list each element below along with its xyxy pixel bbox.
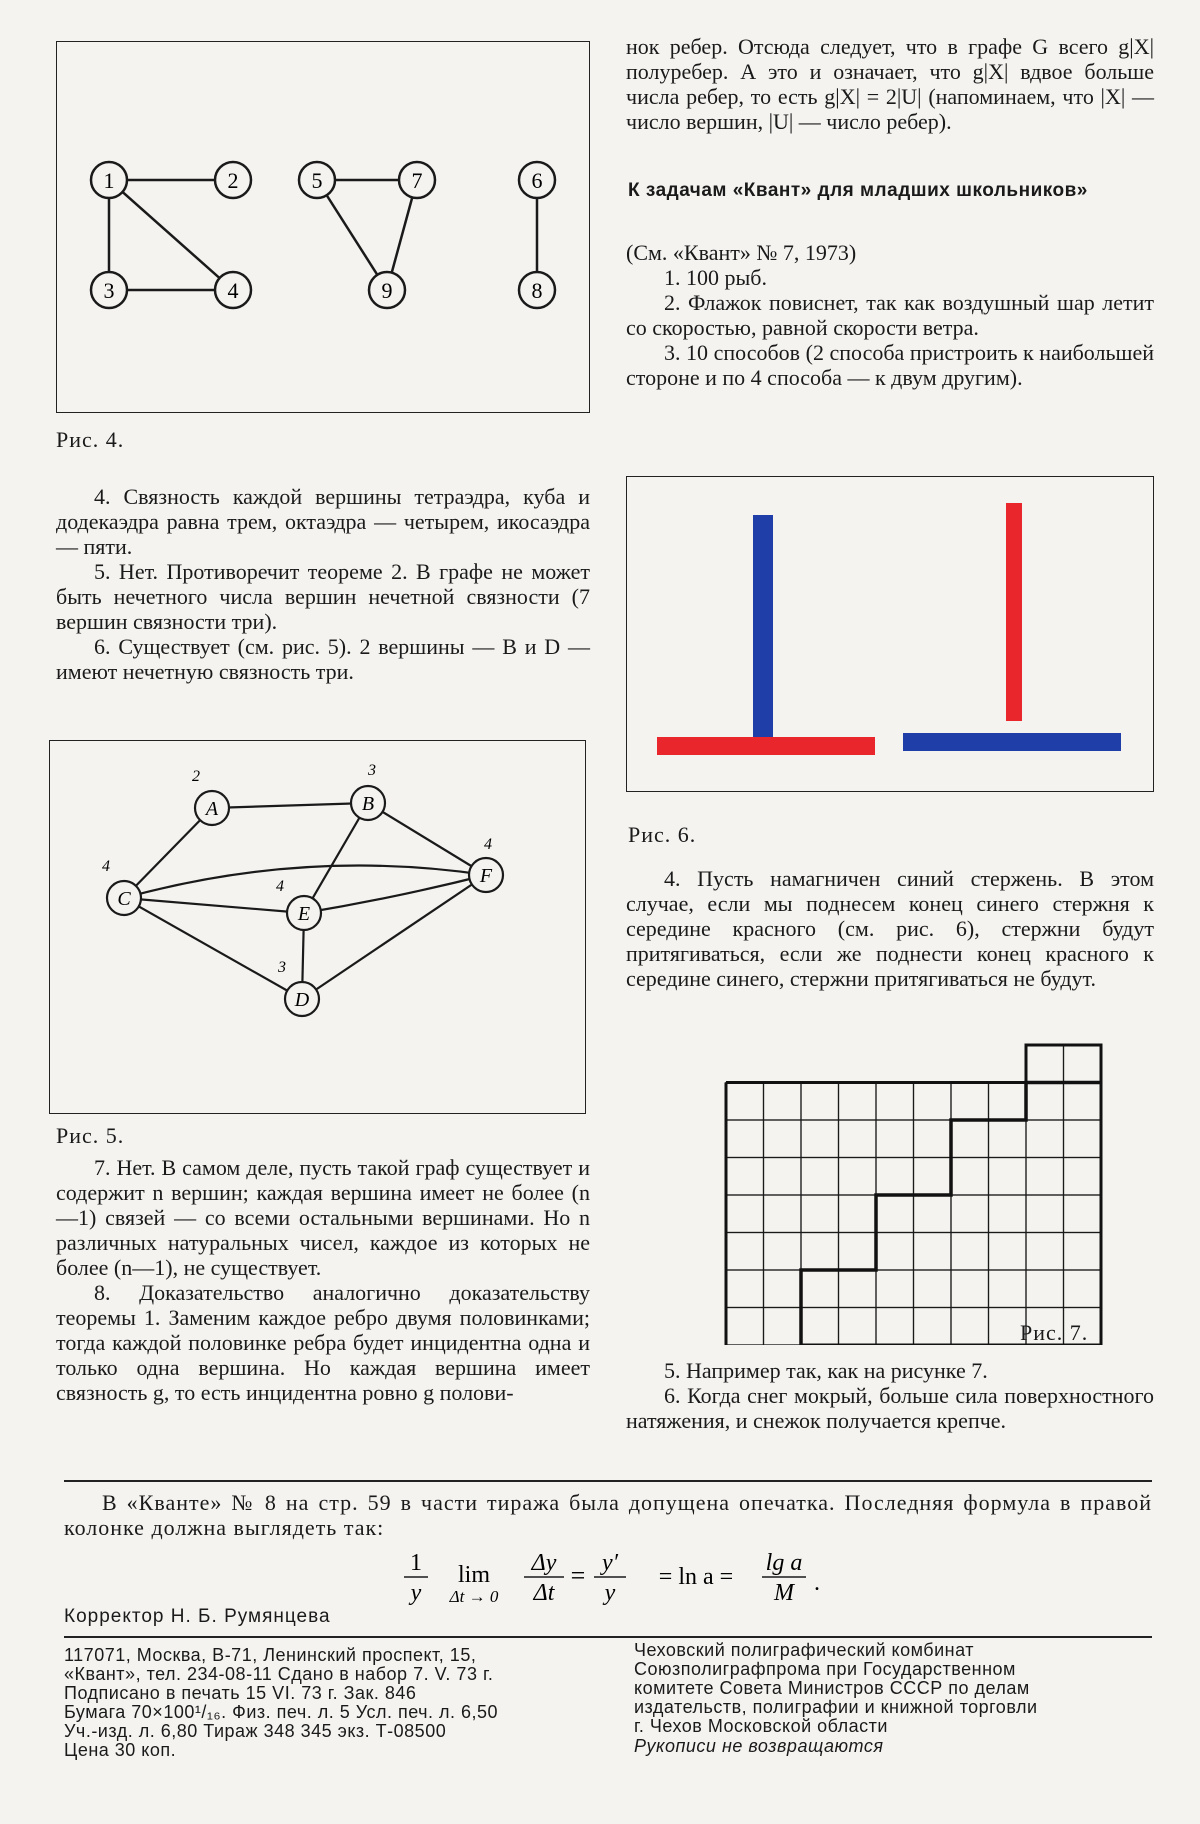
fig7-cell bbox=[951, 1308, 989, 1346]
figure-5 bbox=[49, 740, 586, 1114]
formula-frac4-num: lg a bbox=[765, 1550, 803, 1576]
reference-line: (См. «Квант» № 7, 1973) bbox=[626, 240, 857, 265]
fig7-cell bbox=[764, 1233, 802, 1271]
red-rod-horizontal bbox=[657, 737, 875, 755]
junior-answer-5: 5. Например так, как на рисунке 7. bbox=[664, 1358, 988, 1383]
fig7-cell bbox=[764, 1270, 802, 1308]
formula-frac3-num: y′ bbox=[602, 1550, 618, 1576]
figure-6-caption: Рис. 6. bbox=[628, 822, 697, 847]
fig7-cell bbox=[764, 1120, 802, 1158]
fig7-cell bbox=[726, 1308, 764, 1346]
blue-rod-vertical bbox=[753, 515, 773, 739]
fig5-edge-C-E bbox=[124, 898, 304, 913]
figure-7 bbox=[724, 1043, 1104, 1345]
fig7-cell bbox=[876, 1233, 914, 1271]
section-heading: К задачам «Квант» для младших школьников» bbox=[628, 180, 1088, 201]
right-column-answer-4 bbox=[626, 866, 1154, 991]
fig7-cell bbox=[801, 1195, 839, 1233]
fig7-cell bbox=[951, 1158, 989, 1196]
fig5-degree-D: 3 bbox=[278, 959, 286, 976]
fig5-degree-F: 4 bbox=[484, 836, 492, 853]
fig7-cell bbox=[876, 1120, 914, 1158]
figure-5-caption: Рис. 5. bbox=[56, 1123, 125, 1148]
fig7-cell bbox=[914, 1195, 952, 1233]
fig7-cell bbox=[914, 1270, 952, 1308]
right-column-answers-5-6 bbox=[626, 1358, 1154, 1433]
fig7-cell bbox=[726, 1195, 764, 1233]
fig7-cell bbox=[1026, 1083, 1064, 1121]
fig5-node-label-B: B bbox=[361, 793, 375, 815]
fig5-degree-A: 2 bbox=[192, 768, 200, 785]
figure-4-caption: Рис. 4. bbox=[56, 427, 125, 452]
fig7-cell bbox=[989, 1083, 1027, 1121]
right-column-answers bbox=[626, 240, 1154, 390]
fig4-node-label-5: 5 bbox=[311, 168, 323, 193]
fig4-node-label-7: 7 bbox=[411, 168, 423, 193]
fig4-node-label-2: 2 bbox=[227, 168, 239, 193]
fig7-cell bbox=[989, 1270, 1027, 1308]
fig7-cell bbox=[989, 1233, 1027, 1271]
fig7-cell bbox=[801, 1083, 839, 1121]
fig7-cell bbox=[1064, 1120, 1102, 1158]
fig7-cell bbox=[876, 1308, 914, 1346]
fig7-cell bbox=[839, 1308, 877, 1346]
fig7-cell bbox=[839, 1233, 877, 1271]
fig7-cell bbox=[1026, 1158, 1064, 1196]
fig5-node-label-F: F bbox=[479, 865, 493, 887]
red-rod-vertical bbox=[1006, 503, 1022, 721]
formula-frac1-num: 1 bbox=[410, 1550, 422, 1576]
fig7-cell bbox=[726, 1270, 764, 1308]
figure-4-graph bbox=[57, 42, 589, 412]
figure-7-caption: Рис. 7. bbox=[1020, 1320, 1089, 1345]
fig7-cell bbox=[876, 1270, 914, 1308]
formula-frac2-den: Δt bbox=[533, 1580, 555, 1606]
corrector-line: Корректор Н. Б. Румянцева bbox=[64, 1606, 331, 1627]
junior-answer-1: 1. 100 рыб. bbox=[664, 265, 767, 290]
junior-answer-3: 3. 10 способов (2 способа пристроить к наибольшей стороне и по 4 способа — к двум другим). bbox=[626, 340, 1154, 390]
fig5-edge-B-E bbox=[304, 803, 368, 913]
fig4-edge-5-9 bbox=[317, 180, 387, 290]
fig7-cell bbox=[876, 1083, 914, 1121]
fig7-cell bbox=[764, 1083, 802, 1121]
fig5-degree-B: 3 bbox=[368, 762, 376, 779]
fig7-cell bbox=[839, 1195, 877, 1233]
erratum-top-rule bbox=[64, 1480, 1152, 1482]
figure-5-graph bbox=[50, 741, 585, 1113]
figure-6-magnets bbox=[627, 477, 1153, 791]
formula-ln: = ln a = bbox=[658, 1564, 734, 1590]
fig7-cell bbox=[726, 1158, 764, 1196]
fig7-cell bbox=[914, 1083, 952, 1121]
fig7-cell bbox=[914, 1158, 952, 1196]
fig4-node-label-8: 8 bbox=[531, 278, 543, 303]
fig7-cell bbox=[1064, 1270, 1102, 1308]
fig7-cell bbox=[801, 1233, 839, 1271]
fig5-degree-C: 4 bbox=[102, 858, 110, 875]
fig4-node-label-6: 6 bbox=[531, 168, 543, 193]
formula-frac1-den: y bbox=[410, 1580, 422, 1606]
formula-svg bbox=[396, 1546, 876, 1606]
fig7-cell bbox=[726, 1083, 764, 1121]
fig7-cell bbox=[951, 1120, 989, 1158]
fig7-cell bbox=[1026, 1233, 1064, 1271]
fig4-node-label-3: 3 bbox=[103, 278, 115, 303]
junior-answer-4: 4. Пусть намагничен синий стержень. В этом случае, если мы поднесем конец синего стержня к середине красного (см. рис. 6), стержни будут притягиваться, если же поднести конец красного к середине синего, стержни притягиваться не будут. bbox=[626, 866, 1154, 991]
fig4-node-label-4: 4 bbox=[227, 278, 239, 303]
fig4-edge-1-4 bbox=[109, 180, 233, 290]
answer-8-paragraph: 8. Доказательство аналогично доказательству теоремы 1. Заменим каждое ребро двумя половинками; тогда каждой половинке ребра будет инцидентна одна и только одна вершина. Но каждая вершина имеет связность g, то есть инцидентна ровно g полови- bbox=[56, 1280, 590, 1405]
figure-4 bbox=[56, 41, 590, 413]
fig5-edge-C-F bbox=[124, 866, 486, 898]
fig7-cell bbox=[1064, 1195, 1102, 1233]
formula-end: . bbox=[814, 1570, 820, 1596]
fig7-cell bbox=[764, 1308, 802, 1346]
fig7-cell bbox=[801, 1270, 839, 1308]
fig7-cell bbox=[876, 1195, 914, 1233]
fig7-cell bbox=[726, 1233, 764, 1271]
formula-lim: lim bbox=[457, 1562, 491, 1588]
blue-rod-horizontal bbox=[903, 733, 1121, 751]
continuation-paragraph: нок ребер. Отсюда следует, что в графе G всего g|X| полуребер. А это и означает, что g|X| вдвое больше числа ребер, то есть g|X| = 2|U| (напоминаем, что |X| — число вершин, |U| — число ребер). bbox=[626, 34, 1154, 134]
figure-7-grid bbox=[724, 1043, 1104, 1345]
fig7-cell bbox=[989, 1120, 1027, 1158]
fig5-edge-D-F bbox=[302, 875, 486, 999]
fig5-degree-E: 4 bbox=[276, 878, 284, 895]
fig7-cell bbox=[914, 1308, 952, 1346]
fig7-cell bbox=[1026, 1270, 1064, 1308]
fig7-cell bbox=[839, 1270, 877, 1308]
answer-5-paragraph: 5. Нет. Противоречит теореме 2. В графе не может быть нечетного числа вершин нечетной связности (7 вершин связности три). bbox=[56, 559, 590, 634]
fig7-cell bbox=[951, 1270, 989, 1308]
fig4-node-label-1: 1 bbox=[103, 168, 115, 193]
fig7-cell bbox=[1064, 1045, 1102, 1083]
formula-frac2-num: Δy bbox=[531, 1550, 557, 1576]
fig7-cell bbox=[914, 1120, 952, 1158]
imprint-note: Рукописи не возвращаются bbox=[634, 1736, 884, 1756]
left-column-text-2 bbox=[56, 1155, 590, 1405]
fig7-cell bbox=[764, 1158, 802, 1196]
fig7-cell bbox=[801, 1120, 839, 1158]
fig7-cell bbox=[1064, 1083, 1102, 1121]
fig7-cell bbox=[1064, 1233, 1102, 1271]
fig5-edge-A-B bbox=[212, 803, 368, 808]
answer-4-paragraph: 4. Связность каждой вершины тетраэдра, куба и додекаэдра равна трем, октаэдра — четырем, икосаэдра — пяти. bbox=[56, 484, 590, 559]
fig7-cell bbox=[1026, 1195, 1064, 1233]
figure-6 bbox=[626, 476, 1154, 792]
fig7-cell bbox=[726, 1120, 764, 1158]
fig7-cell bbox=[951, 1083, 989, 1121]
erratum-text: В «Кванте» № 8 на стр. 59 в части тиража была допущена опечатка. Последняя формула в правой колонке должна выглядеть так: bbox=[64, 1490, 1152, 1540]
fig5-edge-A-C bbox=[124, 808, 212, 898]
fig5-node-label-C: C bbox=[117, 888, 131, 910]
fig5-edge-B-F bbox=[368, 803, 486, 875]
fig4-node-label-9: 9 bbox=[381, 278, 393, 303]
imprint-right: Чеховский полиграфический комбинат Союзполиграфпрома при Государственном комитете Совета Министров СССР по делам издательств, полиграфии и книжной торговли г. Чехов Московской области bbox=[634, 1640, 1038, 1736]
fig7-cell bbox=[951, 1195, 989, 1233]
fig5-node-label-D: D bbox=[294, 989, 310, 1011]
fig7-cell bbox=[1026, 1120, 1064, 1158]
fig7-cell bbox=[764, 1195, 802, 1233]
junior-answer-2: 2. Флажок повиснет, так как воздушный шар летит со скоростью, равной скорости ветра. bbox=[626, 290, 1154, 340]
fig7-cell bbox=[1026, 1045, 1064, 1083]
fig7-cell bbox=[951, 1233, 989, 1271]
fig7-cell bbox=[914, 1233, 952, 1271]
fig7-cell bbox=[801, 1158, 839, 1196]
fig7-cell bbox=[1064, 1158, 1102, 1196]
formula-lim-sub: Δt → 0 bbox=[449, 1587, 499, 1606]
erratum bbox=[64, 1490, 1152, 1540]
fig5-edge-C-D bbox=[124, 898, 302, 999]
imprint-left: 117071, Москва, В-71, Ленинский проспект, 15, «Квант», тел. 234-08-11 Сдано в набор 7. V. 73 г. Подписано в печать 15 VI. 73 г. Зак. 846 Бумага 70×100¹/₁₆. Физ. печ. л. 5 Усл. печ. л. 6,50 Уч.-изд. л. 6,80 Тираж 348 345 экз. Т-08500 Цена 30 коп. bbox=[64, 1645, 499, 1760]
fig5-node-label-E: E bbox=[297, 903, 311, 925]
fig7-cell bbox=[839, 1083, 877, 1121]
formula-equals: = bbox=[570, 1561, 586, 1590]
answer-6-paragraph: 6. Существует (см. рис. 5). 2 вершины — B и D — имеют нечетную связность три. bbox=[56, 634, 590, 684]
fig7-cell bbox=[989, 1158, 1027, 1196]
imprint-top-rule bbox=[64, 1636, 1152, 1638]
fig7-cell bbox=[876, 1158, 914, 1196]
fig5-node-label-A: A bbox=[205, 798, 219, 820]
fig7-cell bbox=[839, 1120, 877, 1158]
erratum-formula bbox=[396, 1546, 876, 1606]
fig7-cell bbox=[801, 1308, 839, 1346]
left-column-text-1 bbox=[56, 484, 590, 684]
formula-frac4-den: M bbox=[774, 1580, 794, 1606]
answer-7-paragraph: 7. Нет. В самом деле, пусть такой граф существует и содержит n вершин; каждая вершина имеет не более (n—1) связей — со всеми остальными вершинами. Но n различных натуральных чисел, каждое из которых не более (n—1), не существует. bbox=[56, 1155, 590, 1280]
fig7-cell bbox=[989, 1195, 1027, 1233]
junior-answer-6: 6. Когда снег мокрый, больше сила поверхностного натяжения, и снежок получается крепче. bbox=[626, 1383, 1154, 1433]
right-column-top-text bbox=[626, 34, 1154, 134]
formula-frac3-den: y bbox=[604, 1580, 616, 1606]
fig7-cell bbox=[839, 1158, 877, 1196]
